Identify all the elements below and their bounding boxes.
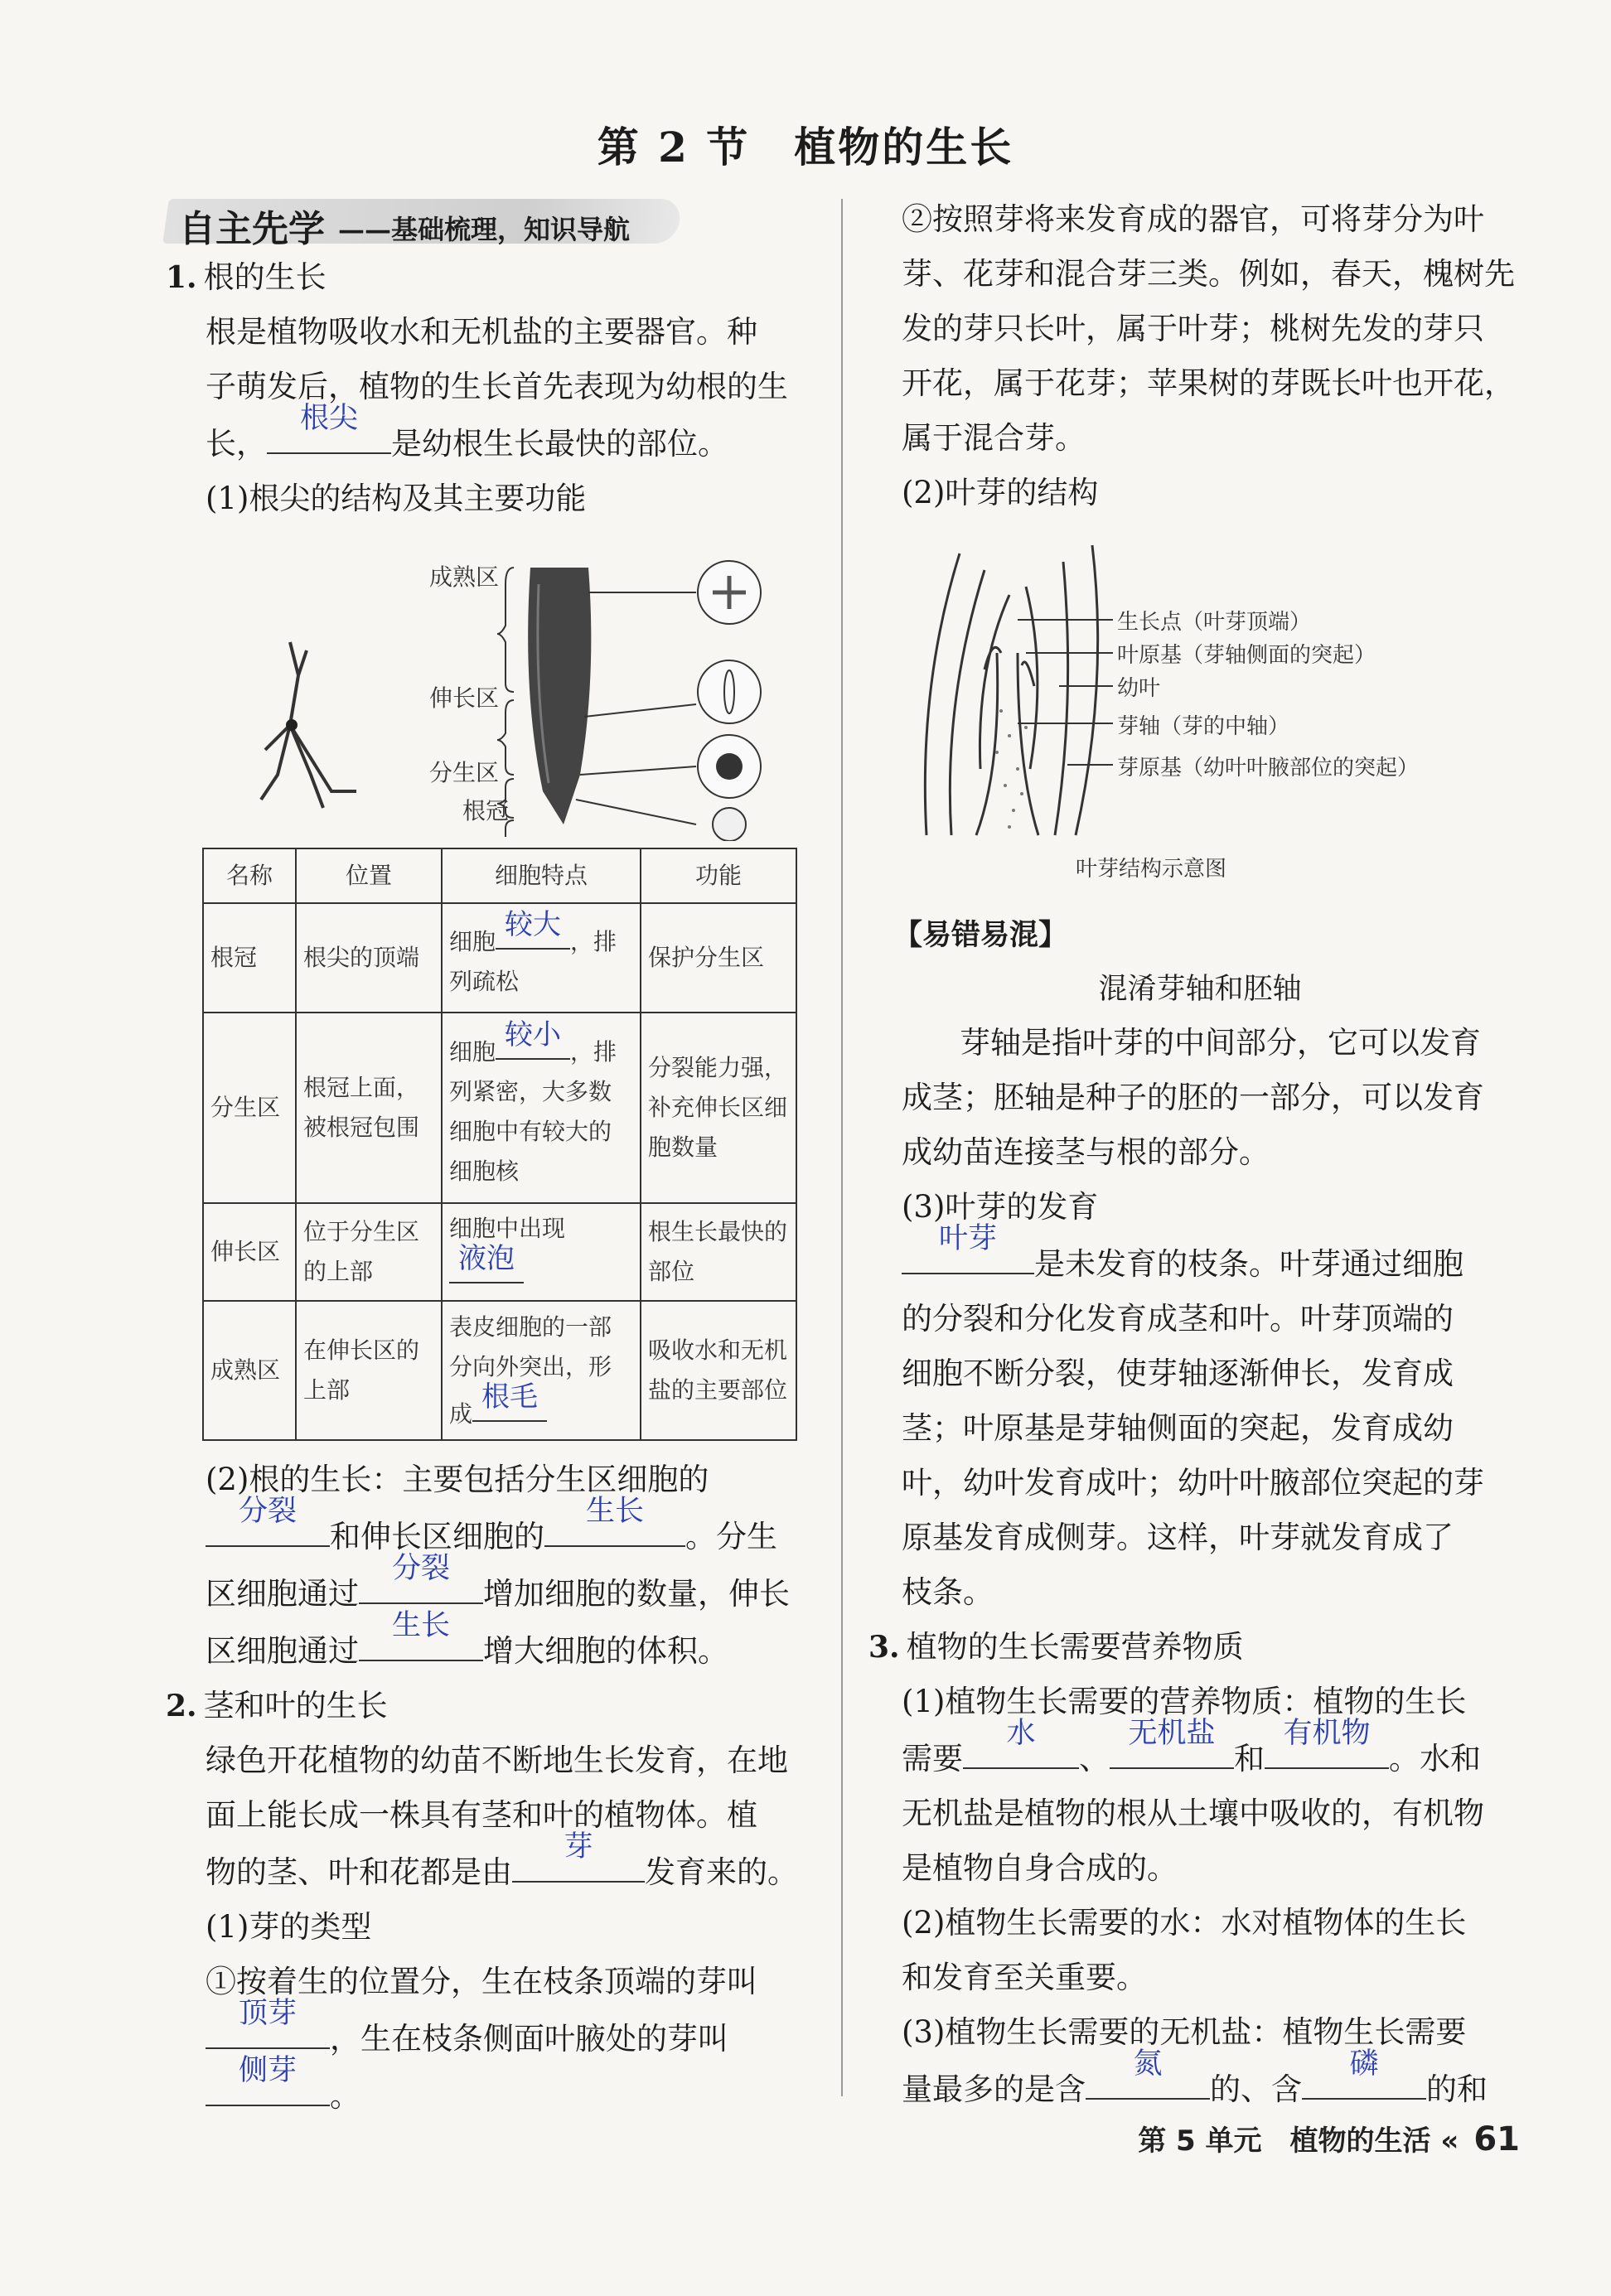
- text: 长，: [206, 426, 267, 462]
- paragraph-line: [166, 1609, 820, 1679]
- section-number: 1.: [166, 260, 197, 295]
- section-number: 2.: [166, 1689, 197, 1723]
- paragraph-line: 发的芽只长叶，属于叶芽；桃树先发的芽只: [902, 311, 1484, 346]
- section-title: 茎和叶的生长: [203, 1688, 388, 1723]
- section-3-heading: [868, 1620, 1507, 1675]
- paragraph-line: (3)植物生长需要的无机盐：植物生长需要: [902, 2014, 1467, 2050]
- label-root-cap: 根冠: [462, 797, 510, 824]
- paragraph-line: 无机盐是植物的根从土壤中吸收的，有机物: [902, 1796, 1484, 1831]
- table-cell: 根冠上面，被根冠包围: [296, 1013, 442, 1203]
- subsection-heading: (2)叶芽的结构: [902, 475, 1099, 510]
- paragraph-line: 枝条。: [902, 1574, 994, 1610]
- answer-blank: [1265, 1717, 1389, 1769]
- answer-text: 无机盐: [1128, 1717, 1216, 1750]
- answer-text: 分裂: [238, 1495, 297, 1528]
- paragraph-line: (2)根的生长：主要包括分生区细胞的: [206, 1462, 709, 1497]
- section-title: 植物的生长需要营养物质: [906, 1629, 1244, 1665]
- paragraph-line: [166, 1830, 820, 1900]
- paragraph-line: 茎；叶原基是芽轴侧面的突起，发育成幼: [902, 1410, 1454, 1446]
- section-1-heading: [166, 250, 820, 305]
- paragraph-line: ①按着生的位置分，生在枝条顶端的芽叫: [206, 1964, 757, 1999]
- paragraph-line: 子萌发后，植物的生长首先表现为幼根的生: [206, 369, 788, 404]
- answer-text: 生长: [391, 1609, 450, 1642]
- answer-text: 较小: [505, 1017, 562, 1051]
- text: 、: [1079, 1741, 1110, 1776]
- text: 。: [330, 2078, 360, 2114]
- table-header: 位置: [296, 848, 442, 903]
- answer-text: 分裂: [391, 1552, 450, 1585]
- section-banner: [166, 192, 820, 250]
- paragraph-line: 叶，幼叶发育成叶；幼叶叶腋部位突起的芽: [902, 1465, 1484, 1501]
- answer-blank: [449, 1241, 524, 1283]
- table-cell: 根生长最快的部位: [641, 1203, 796, 1301]
- section-number: 3.: [868, 1630, 900, 1665]
- page-footer: [1138, 2118, 1520, 2158]
- paragraph-line: 和发育至关重要。: [902, 1960, 1147, 1995]
- subsection-heading: (1)芽的类型: [206, 1909, 372, 1945]
- text: 表皮细胞的一部分向外突出，形成: [449, 1312, 612, 1428]
- answer-text: 芽: [564, 1830, 593, 1863]
- subsection-heading: (1)根尖的结构及其主要功能: [206, 481, 587, 516]
- text: 和伸长区细胞的: [330, 1519, 544, 1554]
- table-cell: 根冠: [203, 903, 296, 1013]
- answer-text: 顶芽: [238, 1997, 297, 2030]
- answer-blank: [267, 402, 391, 454]
- text: 是幼根生长最快的部位。: [391, 426, 728, 462]
- label-maturation-zone: 成熟区: [429, 563, 500, 591]
- paragraph-line: (2)植物生长需要的水：水对植物体的生长: [902, 1905, 1467, 1941]
- paragraph-line: 面上能长成一株具有茎和叶的植物体。植: [206, 1797, 757, 1833]
- text: 。分生: [685, 1519, 777, 1554]
- table-cell: 成熟区: [203, 1301, 296, 1440]
- table-cell: [442, 1301, 641, 1440]
- answer-text: 根毛: [481, 1380, 539, 1414]
- label-meristem-zone: 分生区: [429, 759, 500, 786]
- label-elongation-zone: 伸长区: [429, 684, 500, 712]
- text: 增大细胞的体积。: [483, 1633, 728, 1669]
- figure-caption: 叶芽结构示意图: [1076, 857, 1227, 882]
- table-row: [203, 903, 796, 1013]
- text: ，生在枝条侧面叶腋处的芽叫: [330, 2021, 728, 2057]
- table-row: [203, 1013, 796, 1203]
- paragraph-line: 根是植物吸收水和无机盐的主要器官。种: [206, 314, 757, 350]
- paragraph-line: [166, 2054, 820, 2124]
- text: 是未发育的枝条。叶芽通过细胞: [1034, 1246, 1463, 1282]
- answer-blank: [544, 1495, 685, 1547]
- answer-text: 根尖: [299, 402, 358, 435]
- page-title: 第 2 节 植物的生长: [597, 123, 1014, 172]
- table-cell: 根尖的顶端: [296, 903, 442, 1013]
- label-young-leaf: 幼叶: [1117, 676, 1161, 701]
- table-cell: 分裂能力强，补充伸长区细胞数量: [641, 1013, 796, 1203]
- paragraph-line: (1)植物生长需要的营养物质：植物的生长: [902, 1684, 1467, 1719]
- answer-blank: [206, 1495, 330, 1547]
- paragraph-line: 芽、花芽和混合芽三类。例如，春天，槐树先: [902, 256, 1515, 292]
- label-growth-point: 生长点（叶芽顶端）: [1117, 610, 1312, 635]
- text: 区细胞通过: [206, 1633, 359, 1669]
- table-header-row: [203, 848, 796, 903]
- column-divider: [841, 199, 843, 2096]
- text: 细胞: [449, 1037, 496, 1066]
- left-column: [166, 192, 820, 2124]
- text: 细胞中出现: [449, 1214, 566, 1242]
- banner-main: 自主先学: [179, 208, 325, 250]
- table-cell: [442, 1013, 641, 1203]
- paragraph-line: 是植物自身合成的。: [902, 1850, 1178, 1886]
- answer-text: 水: [1006, 1717, 1036, 1750]
- answer-blank: [206, 2054, 330, 2106]
- answer-blank: [359, 1609, 483, 1661]
- section-2-heading: [166, 1679, 820, 1733]
- paragraph-line: [893, 2047, 1507, 2117]
- text: 发育来的。: [645, 1854, 798, 1890]
- answer-blank: [963, 1717, 1079, 1769]
- paragraph-line: [166, 1552, 820, 1622]
- answer-blank: [1086, 2047, 1210, 2100]
- subsection-heading: (3)叶芽的发育: [902, 1189, 1099, 1225]
- answer-text: 氮: [1133, 2047, 1163, 2081]
- answer-blank: [1302, 2047, 1426, 2100]
- answer-blank: [472, 1380, 547, 1422]
- answer-blank: [1110, 1717, 1234, 1769]
- table-row: [203, 1203, 796, 1301]
- text: ，排列疏松: [449, 927, 617, 995]
- table-header: 名称: [203, 848, 296, 903]
- tip-tag: 【易错易混】: [893, 919, 1068, 952]
- unit-label: 第 5 单元 植物的生活 «: [1138, 2124, 1459, 2158]
- label-bud-axis: 芽轴（芽的中轴）: [1117, 714, 1290, 739]
- answer-text: 较大: [505, 907, 562, 941]
- right-column: [868, 192, 1515, 2117]
- root-tip-table: [202, 848, 797, 1441]
- root-tip-figure: [166, 526, 820, 841]
- table-row: [203, 1301, 796, 1440]
- answer-text: 有机物: [1283, 1717, 1371, 1750]
- leaf-bud-figure: [893, 520, 1507, 901]
- answer-blank: [902, 1222, 1034, 1274]
- banner-sub: ——基础梳理，知识导航: [338, 214, 631, 245]
- label-leaf-primordium: 叶原基（芽轴侧面的突起）: [1117, 643, 1376, 668]
- paragraph-line: [893, 1717, 1507, 1786]
- paragraph-line: 开花，属于花芽；苹果树的芽既长叶也开花，: [902, 365, 1515, 401]
- text: 需要: [902, 1741, 963, 1776]
- text: 的和: [1426, 2071, 1488, 2107]
- paragraph-line: 芽轴是指叶芽的中间部分，它可以发育: [960, 1025, 1481, 1061]
- table-cell: 保护分生区: [641, 903, 796, 1013]
- answer-text: 叶芽: [938, 1222, 997, 1255]
- paragraph-line: 属于混合芽。: [902, 420, 1086, 456]
- paragraph-line: 绿色开花植物的幼苗不断地生长发育，在地: [206, 1743, 788, 1778]
- table-cell: 吸收水和无机盐的主要部位: [641, 1301, 796, 1440]
- paragraph-line: 细胞不断分裂，使芽轴逐渐伸长，发育成: [902, 1356, 1454, 1391]
- text: 细胞: [449, 927, 496, 955]
- paragraph-line: 成茎；胚轴是种子的胚的一部分，可以发育: [902, 1080, 1484, 1115]
- text: ，排列紧密，大多数细胞中有较大的细胞核: [449, 1037, 617, 1185]
- table-header: 功能: [641, 848, 796, 903]
- paragraph-line: [166, 1495, 820, 1564]
- paragraph-line: ②按照芽将来发育成的器官，可将芽分为叶: [902, 201, 1484, 237]
- tip-title: 混淆芽轴和胚轴: [1098, 973, 1302, 1006]
- answer-text: 液泡: [458, 1241, 515, 1275]
- paragraph-line: 成幼苗连接茎与根的部分。: [902, 1134, 1270, 1170]
- text: 物的茎、叶和花都是由: [206, 1854, 512, 1890]
- table-cell: [442, 903, 641, 1013]
- answer-blank: [496, 1017, 570, 1060]
- table-cell: 分生区: [203, 1013, 296, 1203]
- answer-text: 生长: [585, 1495, 644, 1528]
- text: 增加细胞的数量，伸长: [483, 1576, 790, 1612]
- answer-blank: [496, 907, 570, 950]
- text: 和: [1234, 1741, 1265, 1776]
- answer-text: 磷: [1349, 2047, 1379, 2081]
- section-title: 根的生长: [203, 259, 327, 295]
- text: 量最多的是含: [902, 2071, 1086, 2107]
- text: 的、含: [1210, 2071, 1302, 2107]
- table-header: 细胞特点: [442, 848, 641, 903]
- table-cell: 伸长区: [203, 1203, 296, 1301]
- table-cell: [442, 1203, 641, 1301]
- paragraph-line: 的分裂和分化发育成茎和叶。叶芽顶端的: [902, 1301, 1454, 1337]
- paragraph-line: [166, 402, 820, 471]
- answer-blank: [512, 1830, 645, 1883]
- leaf-bud-illustration: [893, 520, 1507, 868]
- text: 。水和: [1389, 1741, 1481, 1776]
- table-cell: 在伸长区的上部: [296, 1301, 442, 1440]
- paragraph-line: [893, 1222, 1507, 1292]
- text: 区细胞通过: [206, 1576, 359, 1612]
- answer-text: 侧芽: [238, 2054, 297, 2087]
- label-bud-primordium: 芽原基（幼叶叶腋部位的突起）: [1117, 756, 1420, 781]
- page-number: 61: [1473, 2120, 1520, 2158]
- table-cell: 位于分生区的上部: [296, 1203, 442, 1301]
- paragraph-line: 原基发育成侧芽。这样，叶芽就发育成了: [902, 1520, 1454, 1555]
